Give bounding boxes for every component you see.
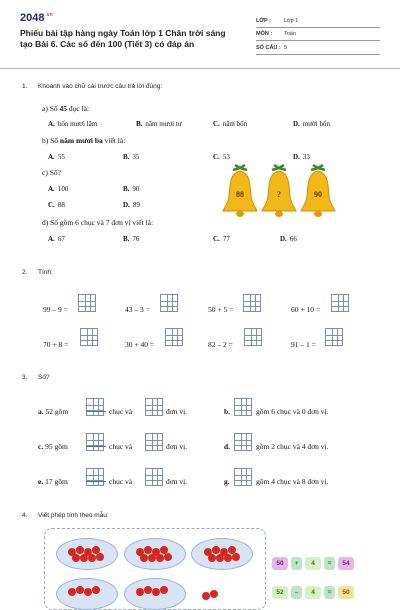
answer-grid[interactable]: [80, 328, 98, 346]
socau-label: SỐ CÂU :: [256, 45, 281, 51]
answer-grid[interactable]: [78, 294, 96, 312]
bell-1-label: 88: [236, 190, 244, 199]
q1a-option-b[interactable]: B. năm mươi tư: [136, 120, 182, 128]
q3-c-mid: chục và: [109, 442, 133, 451]
eq1-result: 54: [338, 557, 354, 570]
q1a-option-a[interactable]: A. bốn mươi lăm: [48, 120, 98, 128]
q3-b-text: gồm 6 chục và 0 đơn vị.: [256, 407, 329, 416]
q1a-option-d[interactable]: D. mười bốn: [293, 120, 330, 128]
q1c-title: c) Số?: [42, 168, 61, 177]
q1b-title: b) Số năm mươi ba viết là:: [42, 136, 126, 145]
eq2-eq: =: [324, 586, 335, 599]
underline: [86, 446, 106, 447]
answer-grid[interactable]: [145, 398, 163, 416]
answer-grid[interactable]: [234, 398, 252, 416]
q1c-option-d[interactable]: D. 89: [123, 201, 140, 209]
q2-number: 2.: [22, 269, 28, 276]
q3-row-g-key: g.: [224, 477, 230, 486]
q1c-option-a[interactable]: A. 100: [48, 185, 69, 193]
q2-prompt: Tính:: [38, 269, 53, 276]
socau-value: 5: [284, 45, 288, 51]
answer-grid[interactable]: [244, 328, 262, 346]
eq2-result: 50: [338, 586, 354, 599]
q3-row-b-key: b.: [224, 407, 231, 416]
q1d-option-d[interactable]: D. 66: [280, 235, 297, 243]
q3-row-a: a. 52 gồm: [38, 407, 69, 416]
site-logo[interactable]: [20, 12, 53, 24]
q1d-option-b[interactable]: B. 76: [123, 235, 140, 243]
mon-value: Toán: [284, 31, 296, 37]
bell-3-label: 90: [314, 190, 322, 199]
answer-grid[interactable]: [234, 433, 252, 451]
q2-expr-2: 43 – 3 =: [125, 305, 150, 314]
q4-prompt: Viết phép tính theo mẫu:: [38, 512, 109, 519]
q3-c-post: đơn vị.: [166, 442, 188, 451]
q2-expr-6: 30 + 40 =: [125, 340, 155, 349]
q4-number: 4.: [22, 512, 28, 519]
answer-grid[interactable]: [325, 328, 343, 346]
q3-e-post: đơn vị.: [166, 477, 188, 486]
bells-illustration: [222, 164, 337, 224]
q1d-option-c[interactable]: C. 77: [213, 235, 230, 243]
q1b-option-b[interactable]: B. 35: [123, 153, 140, 161]
divider: [256, 27, 380, 28]
q2-expr-8: 91 – 1 =: [291, 340, 316, 349]
q3-row-c: c. 95 gồm: [38, 442, 68, 451]
answer-grid[interactable]: [145, 433, 163, 451]
mon-label: MÔN :: [256, 31, 273, 37]
q2-expr-7: 82 – 2 =: [208, 340, 233, 349]
answer-grid[interactable]: [86, 398, 104, 416]
q1b-option-d[interactable]: D. 33: [293, 153, 310, 161]
q3-g-text: gồm 4 chục và 8 đơn vị.: [256, 477, 329, 486]
q1b-option-a[interactable]: A. 55: [48, 153, 65, 161]
q3-e-mid: chục và: [109, 477, 133, 486]
bell-2-label: ?: [277, 190, 281, 199]
eq1-term-1: 50: [272, 557, 288, 570]
q2-expr-3: 50 + 5 =: [208, 305, 234, 314]
divider: [256, 54, 380, 55]
answer-grid[interactable]: [145, 468, 163, 486]
q3-a-post: đơn vị.: [166, 407, 188, 416]
lop-value: Lớp 1: [284, 18, 299, 24]
logo-text: 2048: [20, 12, 45, 24]
q1a-option-c[interactable]: C. năm bốn: [213, 120, 248, 128]
q2-expr-4: 60 + 10 =: [291, 305, 321, 314]
answer-grid[interactable]: [86, 433, 104, 451]
q2-expr-1: 99 – 9 =: [43, 305, 68, 314]
q3-number: 3.: [22, 374, 28, 381]
eq1-op: +: [291, 557, 302, 570]
answer-grid[interactable]: [86, 468, 104, 486]
eq2-term-1: 52: [272, 586, 288, 599]
logo-suffix: .vn: [45, 12, 53, 19]
header-separator: [0, 68, 400, 69]
q1d-title: d) Số gồm 6 chục và 7 đơn vị viết là:: [42, 218, 154, 227]
underline: [86, 411, 106, 412]
q3-row-e: e. 17 gồm: [38, 477, 68, 486]
q1-prompt: Khoanh vào chữ cái trước câu trả lời đúng:: [38, 83, 163, 90]
worksheet-title: Phiếu bài tập hàng ngày Toán lớp 1 Chân trời sáng tạo Bài 6. Các số đến 100 (Tiết 3) có đáp án: [20, 28, 226, 49]
q3-a-mid: chục và: [109, 407, 133, 416]
q1c-option-c[interactable]: C. 88: [48, 201, 65, 209]
q3-d-text: gồm 2 chục và 4 đơn vị.: [256, 442, 329, 451]
eq2-term-2: 4: [305, 586, 321, 599]
eq1-eq: =: [324, 557, 335, 570]
eq1-term-2: 4: [305, 557, 321, 570]
answer-grid[interactable]: [243, 294, 261, 312]
cherries-svg: [56, 538, 256, 600]
answer-grid[interactable]: [165, 328, 183, 346]
q1a-title: a) Số 45 đọc là:: [42, 104, 90, 113]
q1b-option-c[interactable]: C. 53: [213, 153, 230, 161]
q2-expr-5: 70 + 8 =: [43, 340, 69, 349]
eq2-op: –: [291, 586, 302, 599]
answer-grid[interactable]: [331, 294, 349, 312]
q1-number: 1.: [22, 83, 28, 90]
answer-grid[interactable]: [160, 294, 178, 312]
answer-grid[interactable]: [234, 468, 252, 486]
divider: [256, 40, 380, 41]
q1d-option-a[interactable]: A. 67: [48, 235, 65, 243]
q1c-option-b[interactable]: B. 90: [123, 185, 140, 193]
lop-label: LỚP :: [256, 18, 271, 24]
q3-prompt: Số?: [38, 374, 50, 381]
q3-row-d-key: d.: [224, 442, 231, 451]
underline: [86, 481, 106, 482]
